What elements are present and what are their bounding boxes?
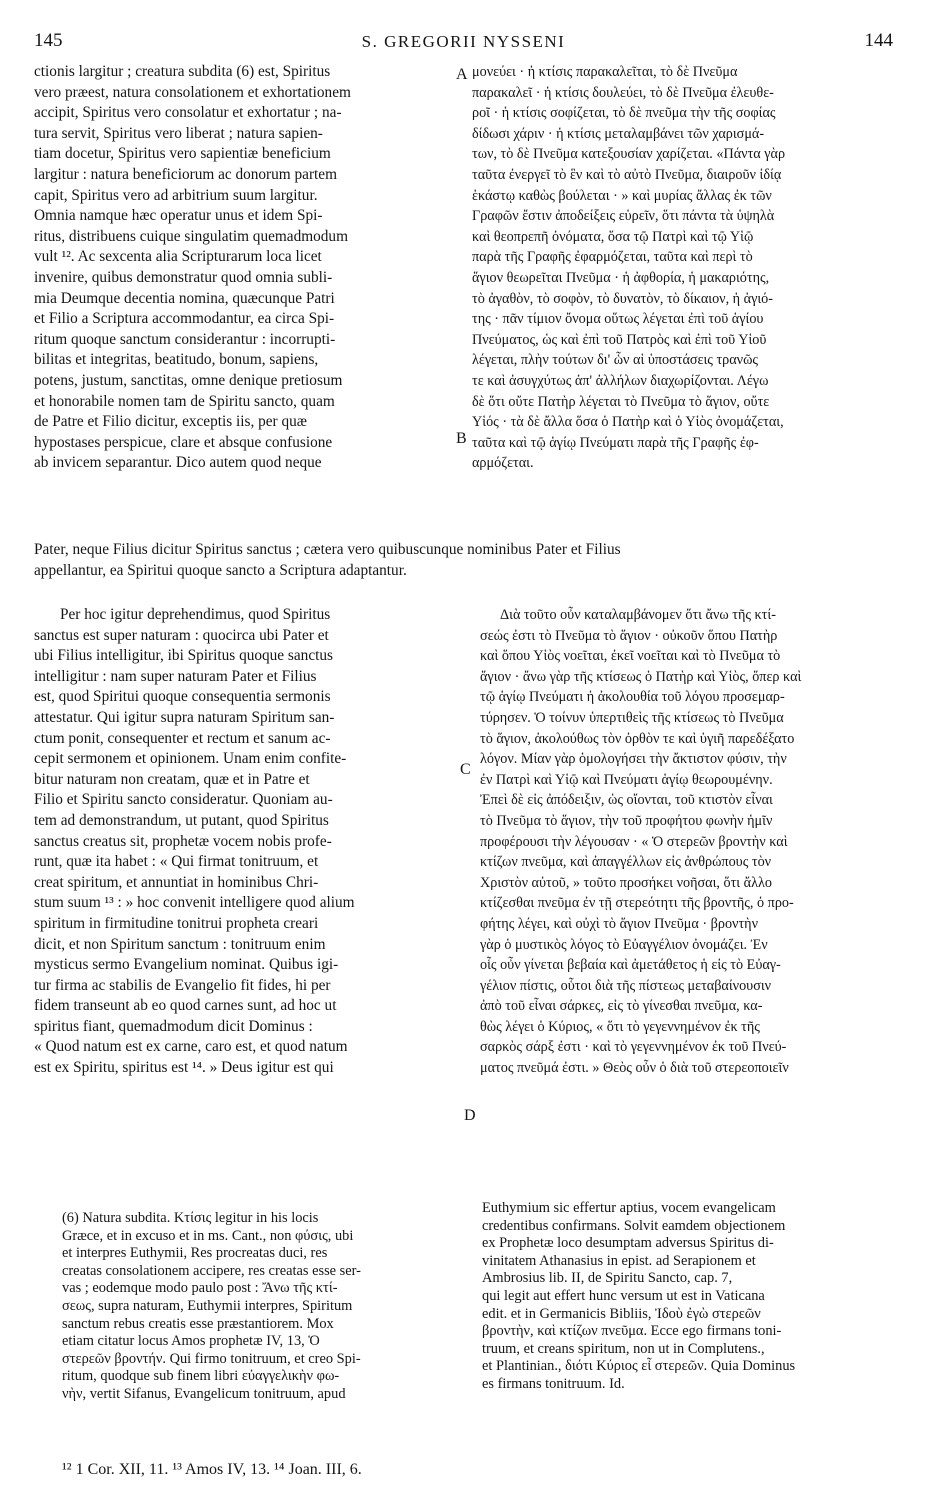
page-number-left: 145 [34,30,63,51]
annotation-note-right: Euthymium sic effertur aptius, vocem evangelicam credentibus confirmans. Solvit eamdem objectionem ex Prophetæ loco desumptam adversus Spiritus di- vinitatem Athanasius in epist. ad Serapionem et Ambrosius lib. II, de Spiritu Sancto, cap. 7, qui legit aut effert hunc versum ut est in Vaticana edit. et in Germanicis Bibliis, Ἰδοὺ ἐγὼ στερεῶν βροντὴν, καὶ κτίζων πνεῦμα. Ecce ego firmans toni- truum, et creans spiritum, non ut in Complutens., et Plantinian., διότι Κύριος εἶ στερεῶν. Quia Dominus es firmans tonitruum. Id. [482,1200,796,1392]
latin-column-section-2: Per hoc igitur deprehendimus, quod Spiritus sanctus est super naturam : quocirca ubi Pater et ubi Filius intelligitur, ibi Spiritus quoque sanctus intelligitur : nam super naturam Pater et Filius est, quod Spiritui quoque consequentia sermonis attestatur. Qui igitur supra naturam Spiritum san- ctum ponit, consequenter et rectum et sanum ac- cepit sermonem et opinionem. Unam enim confite- bitur naturam non creatam, quæ et in Patre et Filio et Spiritu sancto consideratur. Quoniam au- tem ad demonstrandum, ut putant, quod Spiritus sanctus creatus sit, prophetæ vocem nobis profe- runt, quæ ita habet : « Qui firmat tonitruum, et creat spiritum, et annuntiat in hominibus Chri- stum suum ¹³ : » hoc convenit intelligere quod alium spiritum in firmitudine tonitrui propheta creari dicit, et non Spiritum sanctum : tonitruum enim mysticus sermo Evangelium nominat. Quibus igi- tur firma ac stabilis de Evangelio fit fides, hi per fidem transeunt ab eo quod carnes sunt, ad hoc ut spiritus fiant, quemadmodum dicit Dominus : « Quod natum est ex carne, caro est, et quod natum est ex Spiritu, spiritus est ¹⁴. » Deus igitur est qui [34,606,355,1077]
greek-column-section-1: μονεύει · ἡ κτίσις παρακαλεῖται, τὸ δὲ Πνεῦμα παρακαλεῖ · ἡ κτίσις δουλεύει, τὸ δὲ Πνεῦμα ἐλευθε- ροῖ · ἡ κτίσις σοφίζεται, τὸ δὲ πνεῦμα τὴν τῆς σοφίας δίδωσι χάριν · ἡ κτίσις μεταλαμβάνει τῶν χαρισμά- των, τὸ δὲ Πνεῦμα κατεξουσίαν χαρίζεται. «Πάντα γὰρ ταῦτα ἐνεργεῖ τὸ ἓν καὶ τὸ αὐτὸ Πνεῦμα, διαιροῦν ἰδίᾳ ἑκάστῳ καθὼς βούλεται · » καὶ μυρίας ἄλλας ἐκ τῶν Γραφῶν ἔστιν ἀποδείξεις εὑρεῖν, ὅτι πάντα τὰ ὑψηλὰ καὶ θεοπρεπῆ ὀνόματα, ὅσα τῷ Πατρὶ καὶ τῷ Υἱῷ παρὰ τῆς Γραφῆς ἐφαρμόζεται, ταῦτα καὶ περὶ τὸ ἅγιον θεωρεῖται Πνεῦμα · ἡ ἀφθορία, ἡ μακαριότης, τὸ ἀγαθὸν, τὸ σοφὸν, τὸ δυνατὸν, τὸ δίκαιον, ἡ ἁγιό- της · πᾶν τίμιον ὄνομα οὕτως λέγεται ἐπὶ τοῦ ἁγίου Πνεύματος, ὡς καὶ ἐπὶ τοῦ Πατρὸς καὶ ἐπὶ τοῦ Υἱοῦ λέγεται, πλὴν τούτων δι' ὧν αἱ ὑποστάσεις τρανῶς τε καὶ ἀσυγχύτως ἀπ' ἀλλήλων διαχωρίζονται. Λέγω δὲ ὅτι οὔτε Πατὴρ λέγεται τὸ Πνεῦμα τὸ ἅγιον, οὔτε Υἱός · τὰ δὲ ἄλλα ὅσα ὁ Πατὴρ καὶ ὁ Υἱὸς ὀνομάζεται, ταῦτα καὶ τῷ ἁγίῳ Πνεύματι παρὰ τῆς Γραφῆς ἐφ- αρμόζεται. [472,64,786,472]
full-width-continuation: Pater, neque Filius dicitur Spiritus sanctus ; cætera vero quibuscunque nominibus Pater et Filius appellantur, ea Spiritui quoque sancto a Scriptura adaptantur. [34,541,621,579]
page-number-right: 144 [864,30,893,51]
annotation-note-left: (6) Natura subdita. Κτίσις legitur in his locis Græce, et in excuso et in ms. Cant., non φύσις, ubi et interpres Euthymii, Res procreatas duci, res creatas consolationem accipere, res creatas esse ser- vas ; eodemque modo paulo post : Ἄνω τῆς κτί- σεως, supra naturam, Euthymii interpres, Spiritum sanctum rebus creatis esse præstantiorem. Mox etiam citatur locus Amos prophetæ IV, 13, Ὁ στερεῶν βροντήν. Qui firmo tonitruum, et creo Spi- ritum, quodque sub finem libri εὐαγγελικὴν φω- νὴν, vertit Sifanus, Evangelicum tonitruum, apud [62,1210,361,1402]
page-header [34,30,893,54]
footnote-references: ¹² 1 Cor. XII, 11. ¹³ Amos IV, 13. ¹⁴ Joan. III, 6. [62,1461,362,1478]
margin-marker-a: A [456,66,468,83]
margin-marker-c: C [460,761,471,778]
running-title: S. GREGORII NYSSENI [361,32,566,51]
margin-marker-d: D [464,1107,476,1124]
greek-column-section-2: Διὰ τοῦτο οὖν καταλαμβάνομεν ὅτι ἄνω τῆς κτί- σεώς ἐστι τὸ Πνεῦμα τὸ ἅγιον · οὐκοῦν ὅπου Πατὴρ καὶ ὅπου Υἱὸς νοεῖται, ἐκεῖ νοεῖται καὶ τὸ Πνεῦμα τὸ ἅγιον · ἄνω γὰρ τῆς κτίσεως ὁ Πατὴρ καὶ Υἱὸς, ὅπερ καὶ τῷ ἁγίῳ Πνεύματι ἡ ἀκολουθία τοῦ λόγου προσεμαρ- τύρησεν. Ὁ τοίνυν ὑπερτιθεὶς τῆς κτίσεως τὸ Πνεῦμα τὸ ἅγιον, ἀκολούθως τὸν ὀρθὸν τε καὶ ὑγιῆ παρεδέξατο λόγον. Μίαν γὰρ ὁμολογήσει τὴν ἄκτιστον φύσιν, τὴν ἐν Πατρὶ καὶ Υἱῷ καὶ Πνεύματι ἁγίῳ θεωρουμένην. Ἐπεὶ δὲ εἰς ἀπόδειξιν, ὡς οἴονται, τοῦ κτιστὸν εἶναι τὸ Πνεῦμα τὸ ἅγιον, τὴν τοῦ προφήτου φωνὴν ἡμῖν προφέρουσι τὴν λέγουσαν · « Ὁ στερεῶν βροντὴν καὶ κτίζων πνεῦμα, καὶ ἀπαγγέλλων εἰς ἀνθρώπους τὸν Χριστὸν αὐτοῦ, » τοῦτο προσήκει νοῆσαι, ὅτι ἄλλο κτίζεσθαι πνεῦμα ἐν τῇ στερεότητι τῆς βροντῆς, ὁ προ- φήτης λέγει, καὶ οὐχὶ τὸ ἅγιον Πνεῦμα · βροντὴν γὰρ ὁ μυστικὸς λόγος τὸ Εὐαγγέλιον ὀνομάζει. Ἐν οἷς οὖν γίνεται βεβαία καὶ ἀμετάθετος ἡ εἰς τὸ Εὐαγ- γέλιον πίστις, οὗτοι διὰ τῆς πίστεως μεταβαίνουσιν ἀπὸ τοῦ εἶναι σάρκες, εἰς τὸ γίνεσθαι πνεῦμα, κα- θὼς λέγει ὁ Κύριος, « ὅτι τὸ γεγεννημένον ἐκ τῆς σαρκὸς σάρξ ἐστι · καὶ τὸ γεγεννημένον ἐκ τοῦ Πνεύ- ματος πνεῦμά ἐστι. » Θεὸς οὖν ὁ διὰ τοῦ στερεοποιεῖν [480,607,802,1077]
margin-marker-b: B [456,430,467,447]
latin-column-section-1: ctionis largitur ; creatura subdita (6) est, Spiritus vero præest, natura consolationem et exhortationem accipit, Spiritus vero consolatur et exhortatur ; na- tura servit, Spiritus vero liberat ; natura sapien- tiam docetur, Spiritus vero sapientiæ beneficium largitur : natura beneficiorum ac donorum partem capit, Spiritus vero ad arbitrium suum largitur. Omnia namque hæc operatur unus et idem Spi- ritus, distribuens cuique singulatim quemadmodum vult ¹². Ac sexcenta alia Scripturarum loca licet invenire, quibus demonstratur quod omnia subli- mia Deumque decentia nomina, quæcunque Patri et Filio a Scriptura accommodantur, ea circa Spi- ritum quoque sanctum considerantur : incorrupti- bilitas et integritas, beatitudo, bonum, sapiens, potens, justum, sanctitas, omne denique pretiosum et honorabile nomen tam de Spiritu sancto, quam de Patre et Filio dicitur, exceptis iis, per quæ hypostases perspicue, clare et absque confusione ab invicem separantur. Dico autem quod neque [34,63,351,472]
